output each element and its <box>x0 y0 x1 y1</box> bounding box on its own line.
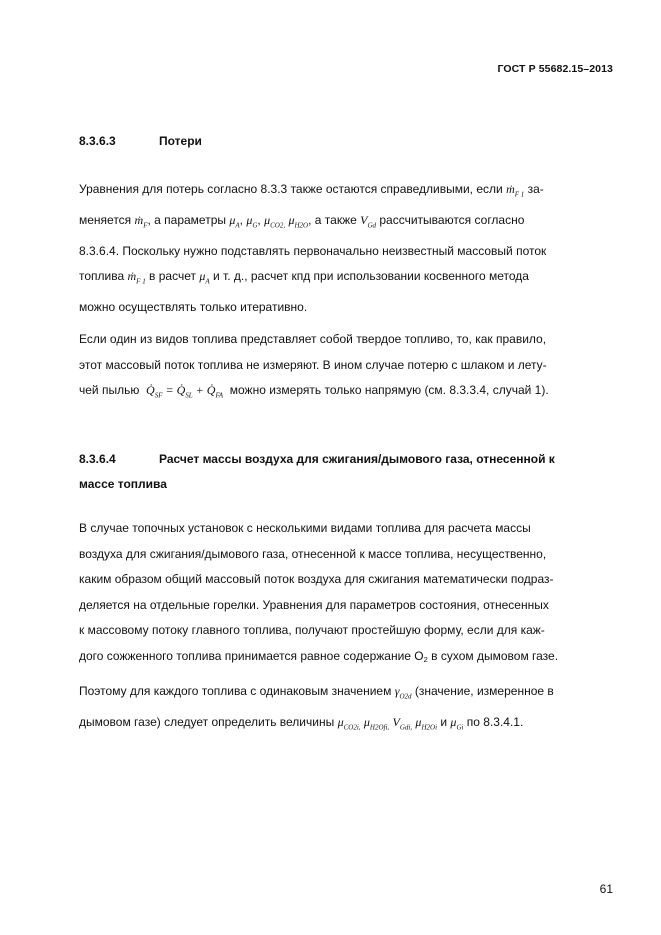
math-mu-g: $\mu_G$ <box>246 212 258 230</box>
text-line: Поэтому для каждого топлива с одинаковым значением $\gamma_{O2d}$ (значение, измеренное в <box>79 684 554 701</box>
text-line: Уравнения для потерь согласно 8.3.3 также остаются справедливыми, если ṁ$_{F 1}$ за- <box>79 182 544 199</box>
text-line: этот массовый поток топлива не измеряют. В ином случае потерю с шлаком и лету- <box>79 357 547 372</box>
math-v-gd: $V_{Gd}$ <box>360 212 377 230</box>
section-heading-air-mass <box>79 447 619 497</box>
section-title-continuation: массе топлива <box>79 477 167 491</box>
paragraph-losses-equations <box>79 177 619 321</box>
math-loss-equation: $Q̇_{SF}$ = $Q̇_{SL}$ + $Q̇_{FA}$ <box>146 383 224 400</box>
math-v-gdi: $V_{Gdi,}$ <box>392 714 413 732</box>
text-line: меняется ṁ$_F$, а параметры $\mu_A$, $\mu_G$, $\mu_{CO2,}$ $\mu_{H2O}$, а также $V_{Gd}$ рассчитываются согласно <box>79 212 525 230</box>
section-number: 8.3.6.4 <box>79 452 116 466</box>
math-gamma-o2d: $\gamma_{O2d}$ <box>394 684 412 701</box>
paragraph-each-fuel <box>79 679 619 741</box>
text-line: Если один из видов топлива представляет собой твердое топливо, то, как правило, <box>79 332 547 346</box>
text-line: воздуха для сжигания/дымового газа, отнесенной к массе топлива, несущественно, <box>79 546 547 561</box>
text-line: дымовом газе) следует определить величины $\mu_{CO2i,}$ $\mu_{H2Ofi,}$ $V_{Gdi,}$ $\mu_{H2Oi}$ и $\mu_{Gi}$ по 8.3.4.1. <box>79 714 524 732</box>
text-line: дого сожженного топлива принимается равное содержание $O_2$ в сухом дымовом газе. <box>79 648 559 664</box>
math-mu-h2o: $\mu_{H2O}$ <box>288 212 309 230</box>
text-line: к массовому потоку главного топлива, получают простейшую форму, если для каж- <box>79 623 545 637</box>
text-line: чей пылью $Q̇_{SF}$ = $Q̇_{SL}$ + $Q̇_{FA}$ можно измерять только напрямую (см. 8.3.3.4, случай 1). <box>79 383 549 400</box>
text-line: деляется на отдельные горелки. Уравнения для параметров состояния, отнесенных <box>79 597 549 612</box>
standard-header: ГОСТ Р 55682.15–2013 <box>497 63 613 75</box>
math-mu-a-b: $\mu_A$ <box>199 269 210 286</box>
text-line: В случае топочных установок с несколькими видами топлива для расчета массы <box>79 521 531 535</box>
text-line: 8.3.6.4. Поскольку нужно подставлять первоначально неизвестный массовый поток <box>79 243 547 258</box>
math-mu-h2oi: $\mu_{H2Oi}$ <box>415 714 438 732</box>
math-mass-flow-f: ṁ$_F$ <box>134 212 148 230</box>
paragraph-solid-fuel <box>79 327 619 409</box>
math-mass-flow-f1-b: ṁ$_{F 1}$ <box>127 269 146 286</box>
math-mu-gi: $\mu_{Gi}$ <box>450 714 464 732</box>
math-mu-h2ofi: $\mu_{H2Ofi,}$ <box>363 714 390 732</box>
section-number: 8.3.6.3 <box>79 134 116 148</box>
text-line: можно осуществлять только итеративно. <box>79 300 308 315</box>
text-line: топлива ṁ$_{F 1}$ в расчет $\mu_A$ и т. д., расчет кпд при использовании косвенного метода <box>79 269 529 286</box>
section-heading-losses <box>79 129 619 154</box>
math-mu-co2: $\mu_{CO2,}$ <box>264 212 286 230</box>
section-title: Потери <box>159 134 202 148</box>
math-mu-co2i: $\mu_{CO2i,}$ <box>337 714 361 732</box>
text-line: каким образом общий массовый поток воздуха для сжигания математически подраз- <box>79 572 554 586</box>
section-title: Расчет массы воздуха для сжигания/дымового газа, отнесенной к <box>159 452 555 466</box>
math-mass-flow-f1: ṁ$_{F 1}$ <box>506 182 525 199</box>
paragraph-multiple-fuels <box>79 516 619 672</box>
math-mu-a: $\mu_A$ <box>229 212 240 230</box>
page-number: 61 <box>599 882 613 896</box>
